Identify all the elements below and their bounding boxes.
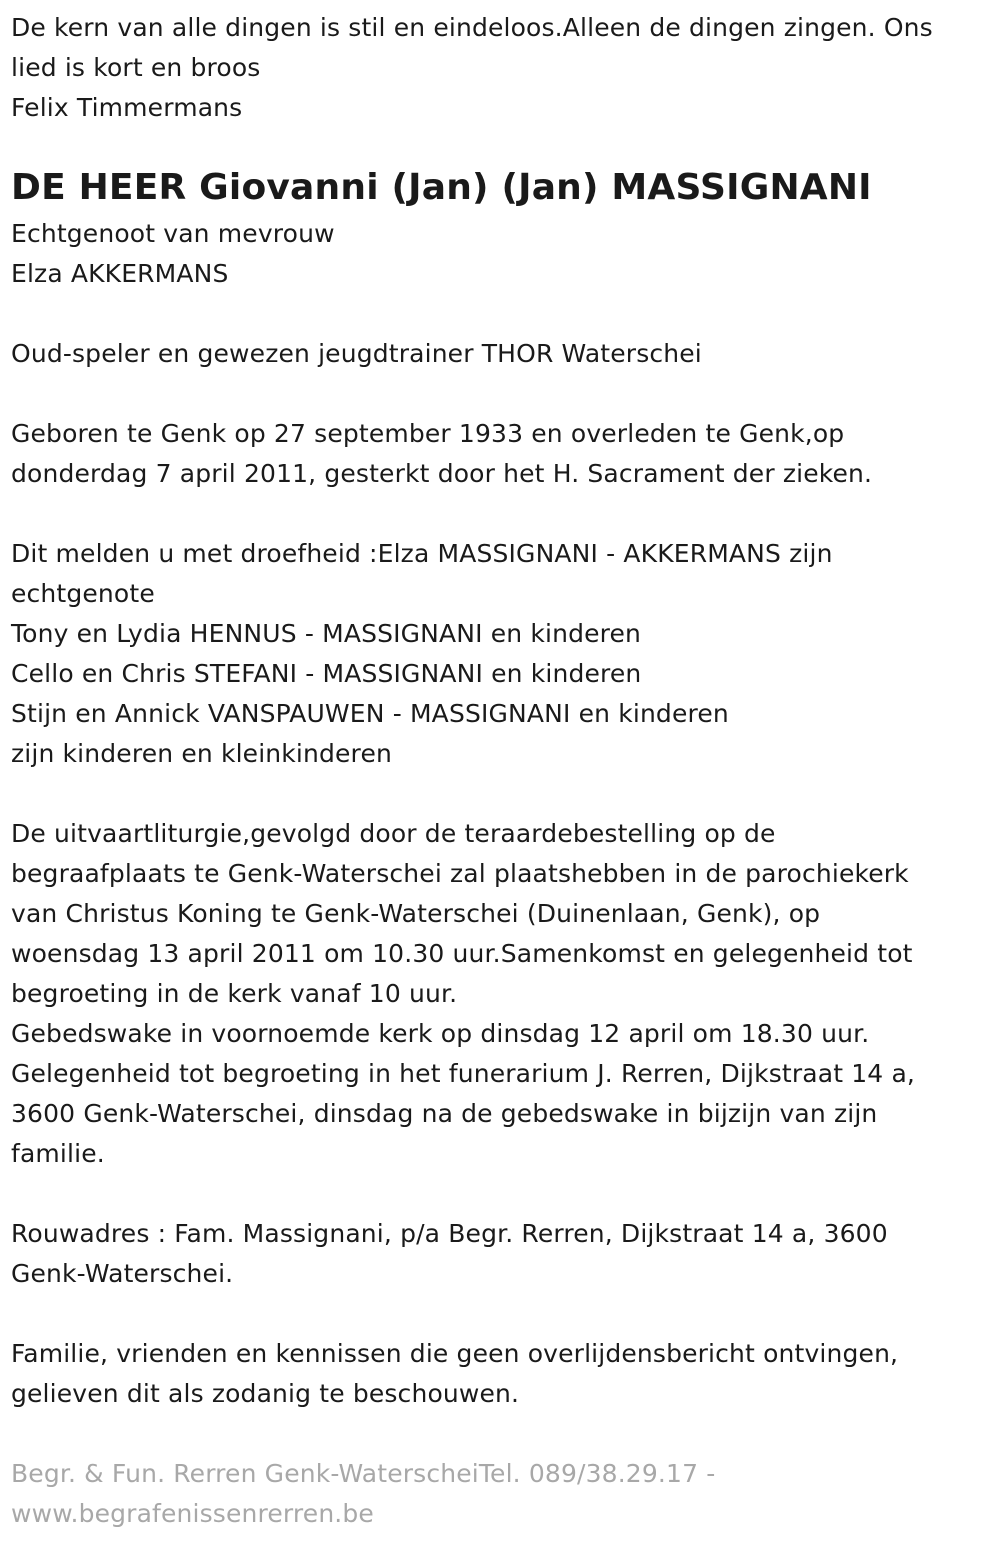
ceremony-line-6: Gebedswake in voornoemde kerk op dinsdag 12 april om 18.30 uur. [11, 1019, 870, 1048]
address-block [11, 1214, 990, 1294]
spacer [11, 374, 990, 414]
address-line-2: Genk-Waterschei. [11, 1259, 234, 1288]
ceremony-line-9: familie. [11, 1139, 105, 1168]
footer-line-1: Begr. & Fun. Rerren Genk-WaterscheiTel. 089/38.29.17 - [11, 1459, 716, 1488]
spacer [11, 1294, 990, 1334]
ceremony-line-1: De uitvaartliturgie,gevolgd door de teraardebestelling op de [11, 819, 776, 848]
spacer [11, 774, 990, 814]
spacer [11, 494, 990, 534]
spouse-line-2: Elza AKKERMANS [11, 259, 229, 288]
announcers-line-2: echtgenote [11, 579, 155, 608]
birth-death-block [11, 414, 990, 494]
spacer [11, 294, 990, 334]
notice-line-2: gelieven dit als zodanig te beschouwen. [11, 1379, 520, 1408]
announcers-line-3: Tony en Lydia HENNUS - MASSIGNANI en kinderen [11, 619, 642, 648]
ceremony-line-8: 3600 Genk-Waterschei, dinsdag na de gebedswake in bijzijn van zijn [11, 1099, 878, 1128]
ceremony-line-2: begraafplaats te Genk-Waterschei zal plaatshebben in de parochiekerk [11, 859, 909, 888]
birth-death-line-2: donderdag 7 april 2011, gesterkt door het H. Sacrament der zieken. [11, 459, 873, 488]
ceremony-block [11, 814, 990, 1174]
ceremony-line-5: begroeting in de kerk vanaf 10 uur. [11, 979, 458, 1008]
announcers-line-5: Stijn en Annick VANSPAUWEN - MASSIGNANI en kinderen [11, 699, 729, 728]
announcers-block [11, 534, 990, 774]
spouse-block [11, 214, 990, 294]
quote-line-1: De kern van alle dingen is stil en eindeloos.Alleen de dingen zingen. Ons [11, 13, 933, 42]
footer [11, 1454, 990, 1534]
announcers-line-4: Cello en Chris STEFANI - MASSIGNANI en kinderen [11, 659, 642, 688]
announcers-line-6: zijn kinderen en kleinkinderen [11, 739, 392, 768]
birth-death-line-1: Geboren te Genk op 27 september 1933 en overleden te Genk,op [11, 419, 845, 448]
quote-author: Felix Timmermans [11, 93, 243, 122]
notice-line-1: Familie, vrienden en kennissen die geen overlijdensbericht ontvingen, [11, 1339, 899, 1368]
spacer [11, 1174, 990, 1214]
address-line-1: Rouwadres : Fam. Massignani, p/a Begr. Rerren, Dijkstraat 14 a, 3600 [11, 1219, 888, 1248]
deceased-title: DE HEER Giovanni (Jan) (Jan) MASSIGNANI [11, 167, 872, 208]
spouse-line-1: Echtgenoot van mevrouw [11, 219, 335, 248]
role-line: Oud-speler en gewezen jeugdtrainer THOR Waterschei [11, 339, 702, 368]
spacer [11, 1414, 990, 1454]
ceremony-line-3: van Christus Koning te Genk-Waterschei (Duinenlaan, Genk), op [11, 899, 821, 928]
ceremony-line-7: Gelegenheid tot begroeting in het funerarium J. Rerren, Dijkstraat 14 a, [11, 1059, 916, 1088]
quote-line-2: lied is kort en broos [11, 53, 261, 82]
footer-website-link[interactable]: www.begrafenissenrerren.be [11, 1499, 374, 1528]
announcers-line-1: Dit melden u met droefheid :Elza MASSIGNANI - AKKERMANS zijn [11, 539, 833, 568]
ceremony-line-4: woensdag 13 april 2011 om 10.30 uur.Samenkomst en gelegenheid tot [11, 939, 913, 968]
notice-block [11, 1334, 990, 1414]
quote-block [11, 8, 990, 128]
